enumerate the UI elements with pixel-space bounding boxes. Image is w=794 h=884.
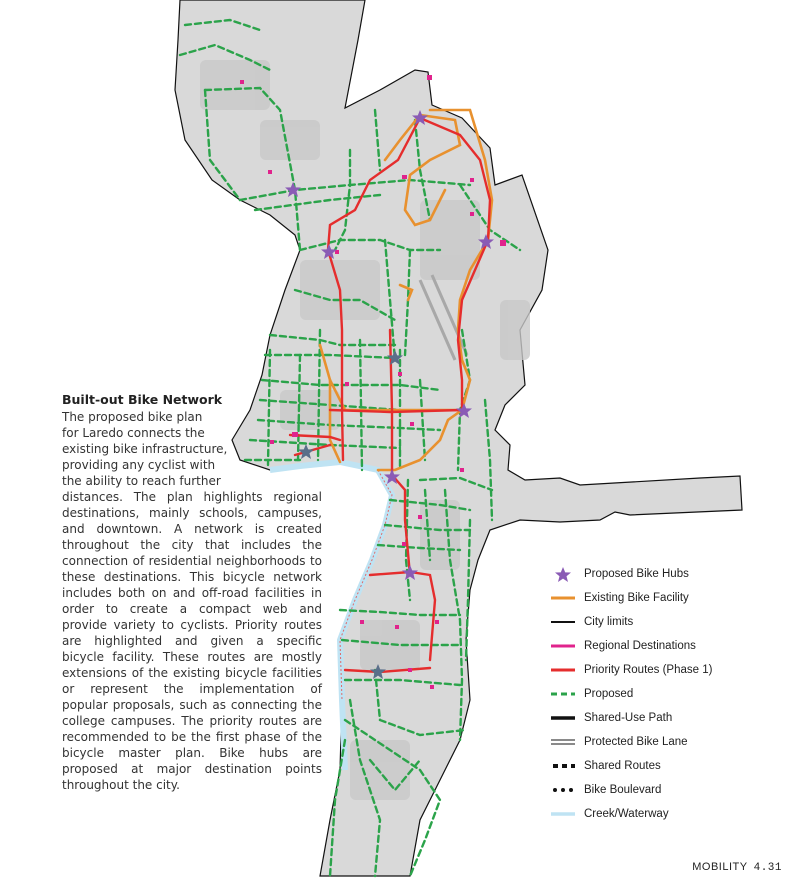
legend-label: Proposed <box>584 688 634 700</box>
legend-item-protected <box>548 730 778 754</box>
legend-label: Creek/Waterway <box>584 808 669 820</box>
legend-item-existing <box>548 586 778 610</box>
legend-label: Priority Routes (Phase 1) <box>584 664 713 676</box>
star-icon <box>553 565 573 583</box>
footer-section: MOBILITY <box>692 861 748 873</box>
legend-item-shared-use <box>548 706 778 730</box>
orange-line-icon <box>549 595 577 601</box>
legend-item-hubs <box>548 562 778 586</box>
map-legend <box>548 562 778 826</box>
body-line: The proposed bike plan <box>62 410 203 424</box>
legend-item-proposed <box>548 682 778 706</box>
legend-item-shared-routes <box>548 754 778 778</box>
green-dashed-line-icon <box>549 691 577 697</box>
legend-label: Protected Bike Lane <box>584 736 688 748</box>
legend-label: Proposed Bike Hubs <box>584 568 689 580</box>
black-dashed-line-icon <box>549 763 577 769</box>
article-heading: Built-out Bike Network <box>62 392 223 407</box>
body-line: existing bike infrastructure, <box>62 442 228 456</box>
article-text <box>62 392 322 793</box>
page-number: 4.31 <box>753 862 782 874</box>
body-line: the ability to reach further <box>62 474 221 488</box>
legend-label: Bike Boulevard <box>584 784 662 796</box>
body-rest: distances. The plan highlights regional destinations, mainly schools, campuses, and downtown. A network is created throughout the city that includes the connection of residential neighborhoods to these destinations. This bicycle network includes both on and off-road facilities in order to create a compact web and provide variety to cyclists. Priority routes are highlighted and given a specific bicycle facility. These routes are mostly extensions of the existing bicycle facilities or represent the implementation of popular proposals, such as connecting the college campuses. The priority routes are recommended to be the first phase of the bicycle master plan. Bike hubs are proposed at major destination points throughout the city. <box>62 490 322 792</box>
body-line: providing any cyclist with <box>62 458 216 472</box>
legend-item-boulevard <box>548 778 778 802</box>
double-line-icon <box>549 738 577 746</box>
page-footer <box>692 861 782 874</box>
legend-item-priority <box>548 658 778 682</box>
legend-label: Regional Destinations <box>584 640 696 652</box>
legend-label: Shared-Use Path <box>584 712 673 724</box>
black-line-icon <box>549 619 577 625</box>
legend-item-destinations <box>548 634 778 658</box>
magenta-line-icon <box>549 643 577 649</box>
article-body <box>62 409 322 793</box>
legend-label: City limits <box>584 616 634 628</box>
legend-item-creek <box>548 802 778 826</box>
dotted-line-icon <box>549 787 577 793</box>
legend-label: Existing Bike Facility <box>584 592 689 604</box>
red-line-icon <box>549 667 577 673</box>
thick-black-line-icon <box>549 715 577 721</box>
light-blue-line-icon <box>549 811 577 817</box>
body-line: for Laredo connects the <box>62 426 205 440</box>
legend-item-city-limits <box>548 610 778 634</box>
legend-label: Shared Routes <box>584 760 661 772</box>
